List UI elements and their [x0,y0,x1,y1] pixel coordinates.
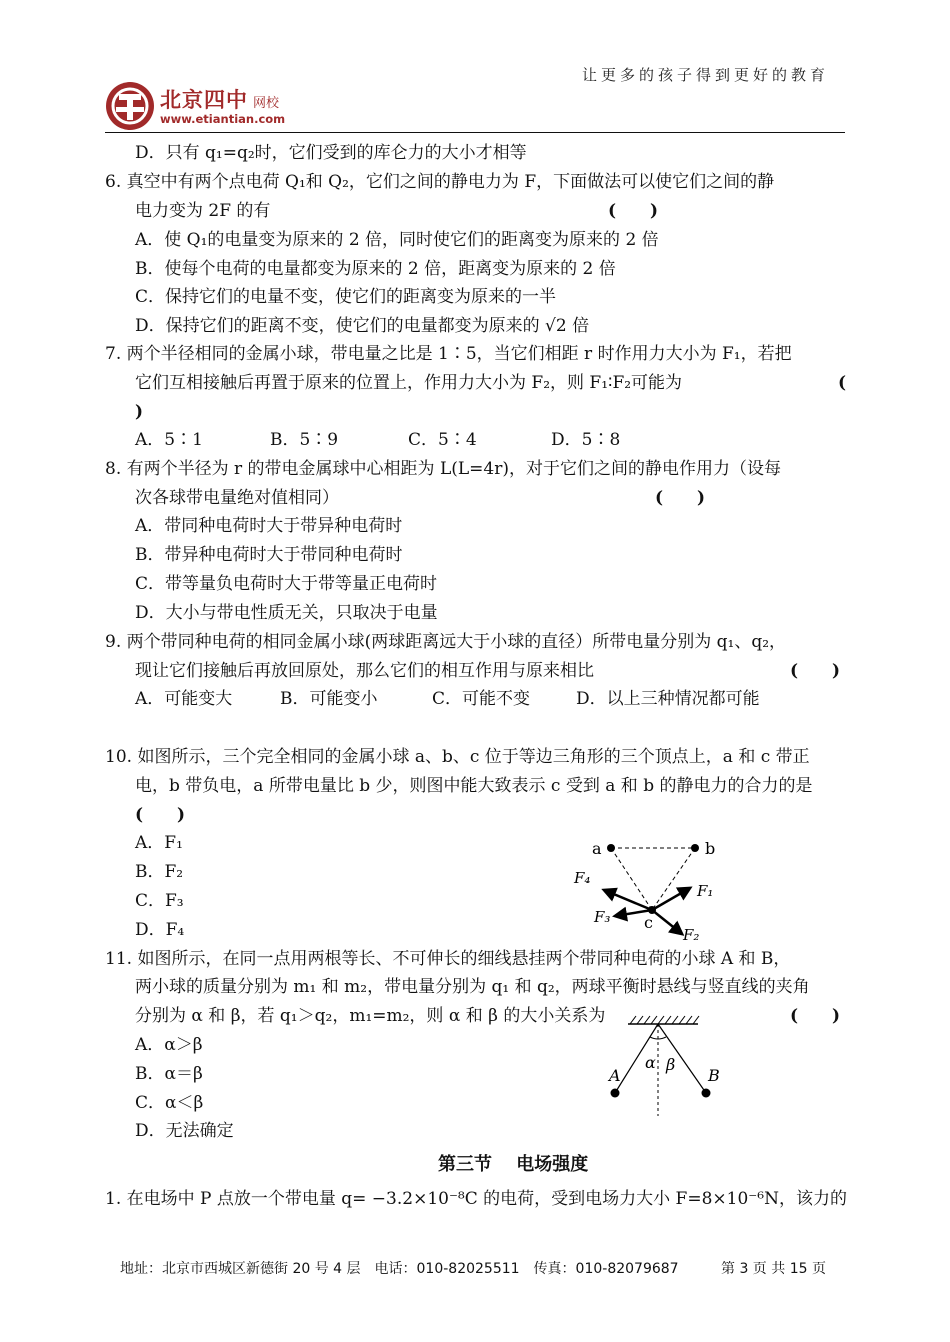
q10-option-b: B．F₂ [135,862,184,882]
q8-option-c: C．带等量负电荷时大于带等量正电荷时 [135,574,438,594]
q8-stem-2: 次各球带电量绝对值相同） [135,488,339,508]
label-c: c [644,913,653,932]
q7-option-a: A．5∶1 [135,430,203,450]
header-rule [105,132,845,133]
header-slogan: 让更多的孩子得到更好的教育 [582,66,830,84]
q8-option-d: D．大小与带电性质无关，只取决于电量 [135,603,438,623]
logo-subtitle: 网校 [253,96,280,111]
q7-answer-open: ( [838,373,847,393]
footer-page-number: 第 3 页 共 15 页 [721,1261,826,1277]
q7-option-c: C．5∶4 [408,430,477,450]
q11-option-c: C．α＜β [135,1093,204,1113]
force-f2-arrow [652,910,682,934]
q9-option-b: B．可能变小 [280,689,378,709]
q7-stem-2: 它们互相接触后再置于原来的位置上，作用力大小为 F₂，则 F₁∶F₂可能为 [135,373,683,393]
q6-option-b: B．使每个电荷的电量都变为原来的 2 倍，距离变为原来的 2 倍 [135,259,616,279]
ball-b [702,1089,711,1098]
q10-option-c: C．F₃ [135,891,184,911]
logo-name: 北京四中 [160,88,248,112]
q10-figure [560,830,760,945]
q6-stem-1: 6. 真空中有两个点电荷 Q₁和 Q₂，它们之间的静电力为 F，下面做法可以使它们之间的静 [105,172,775,192]
q11-stem-3: 分别为 α 和 β，若 q₁＞q₂，m₁=m₂，则 α 和 β 的大小关系为 [135,1006,606,1026]
footer-address: 地址：北京市西城区新德街 20 号 4 层 电话：010-82025511 传真：010-82079687 [120,1261,679,1277]
q11-stem-1: 11. 如图所示，在同一点用两根等长、不可伸长的细线悬挂两个带同种电荷的小球 A 和 B， [105,949,791,969]
q11-option-b: B．α＝β [135,1064,203,1084]
q6-option-c: C．保持它们的电量不变，使它们的距离变为原来的一半 [135,287,557,307]
q9-option-d: D．以上三种情况都可能 [576,689,760,709]
q5-option-d: D．只有 q₁=q₂时，它们受到的库仑力的大小才相等 [135,143,527,163]
ball-b [691,844,699,852]
label-alpha: α [645,1053,656,1072]
section-title: 第三节 电场强度 [438,1154,589,1175]
label-ball-b: B [708,1066,720,1085]
logo-url[interactable]: www.etiantian.com [160,112,286,126]
q10-stem-2: 电，b 带负电，a 所带电量比 b 少，则图中能大致表示 c 受到 a 和 b 的静电力的合力的是 [135,776,813,796]
q8-answer-blank: ( ) [655,488,706,508]
label-ball-a: A [609,1066,621,1085]
school-logo[interactable] [104,80,156,136]
q11-option-a: A．α＞β [135,1035,203,1055]
q7-stem-1: 7. 两个半径相同的金属小球，带电量之比是 1∶5，当它们相距 r 时作用力大小为 F₁，若把 [105,344,792,364]
q11-figure [590,1008,730,1120]
q11-stem-2: 两小球的质量分别为 m₁ 和 m₂，带电量分别为 q₁ 和 q₂，两球平衡时悬线与竖直线的夹角 [135,977,810,997]
q10-answer-blank: ( ) [135,805,186,825]
ball-a [607,844,615,852]
label-beta: β [666,1055,676,1074]
q9-answer-blank: ( ) [790,661,841,681]
label-b: b [705,839,716,858]
q6-option-a: A．使 Q₁的电量变为原来的 2 倍，同时使它们的距离变为原来的 2 倍 [135,230,659,250]
q9-stem-2: 现让它们接触后再放回原处，那么它们的相互作用与原来相比 [135,661,594,681]
q9-stem-1: 9. 两个带同种电荷的相同金属小球(两球距离远大于小球的直径）所带电量分别为 q₁、q₂， [105,632,787,652]
label-f2: F₂ [683,926,700,944]
q10-option-a: A．F₁ [135,833,183,853]
q7-option-b: B．5∶9 [270,430,339,450]
force-f4-arrow [604,890,652,910]
q9-option-a: A．可能变大 [135,689,233,709]
q11-option-d: D．无法确定 [135,1121,234,1141]
q6-stem-2: 电力变为 2F 的有 [135,201,271,221]
q11-answer-blank: ( ) [790,1006,841,1026]
logo-emblem-icon [104,80,156,132]
s3-q1-stem: 1. 在电场中 P 点放一个带电量 q= −3.2×10⁻⁸C 的电荷，受到电场力大小 F=8×10⁻⁶N，该力的 [105,1189,847,1209]
q7-answer-close: ) [135,402,144,422]
q10-stem-1: 10. 如图所示，三个完全相同的金属小球 a、b、c 位于等边三角形的三个顶点上，a 和 c 带正 [105,747,810,767]
q7-option-d: D．5∶8 [551,430,621,450]
ceiling-hatch [630,1016,699,1024]
q8-option-a: A．带同种电荷时大于带异种电荷时 [135,516,403,536]
label-f4: F₄ [574,869,591,887]
q10-option-d: D．F₄ [135,920,185,940]
q6-option-d: D．保持它们的距离不变，使它们的电量都变为原来的 √2 倍 [135,316,590,336]
label-f3: F₃ [594,908,611,926]
q9-option-c: C．可能不变 [432,689,531,709]
q6-answer-blank: ( ) [608,201,659,221]
label-a: a [592,839,602,858]
q8-stem-1: 8. 有两个半径为 r 的带电金属球中心相距为 L(L=4r)，对于它们之间的静电作用力（设每 [105,459,781,479]
ball-a [611,1089,620,1098]
label-f1: F₁ [697,882,714,900]
q8-option-b: B．带异种电荷时大于带同种电荷时 [135,545,403,565]
force-f1-arrow [652,888,690,910]
triangle-edge-bc [652,848,695,910]
